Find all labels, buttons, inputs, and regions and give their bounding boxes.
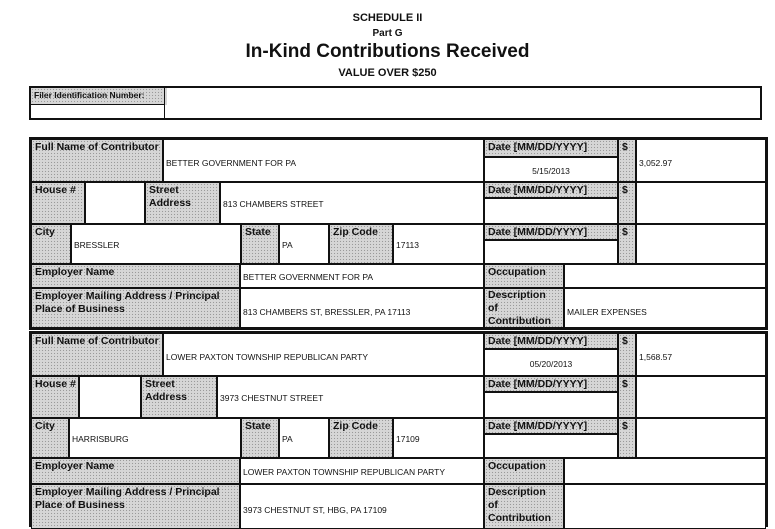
amount-field[interactable] xyxy=(636,418,766,458)
employer-name: BETTER GOVERNMENT FOR PA xyxy=(243,272,374,282)
amount-field[interactable] xyxy=(636,376,766,418)
employer-address-label-line: Place of Business xyxy=(35,303,125,315)
contributor-name: LOWER PAXTON TOWNSHIP REPUBLICAN PARTY xyxy=(166,352,368,362)
street-field[interactable] xyxy=(217,376,484,418)
contributor-name: BETTER GOVERNMENT FOR PA xyxy=(166,158,297,168)
date-label: Date [MM/DD/YYYY] xyxy=(484,139,618,157)
dollar-label: $ xyxy=(618,376,636,418)
employer-address-field[interactable] xyxy=(240,484,484,529)
date-label: Date [MM/DD/YYYY] xyxy=(484,376,618,392)
amount-field[interactable] xyxy=(636,224,766,264)
amount-field[interactable] xyxy=(636,333,766,376)
description-label xyxy=(484,484,564,529)
state-value: PA xyxy=(282,434,293,444)
house-label: House # xyxy=(31,182,85,224)
city-value: BRESSLER xyxy=(74,240,120,250)
occupation-field[interactable] xyxy=(564,458,766,484)
description-label-line: of xyxy=(488,499,498,511)
street-label: Street Address xyxy=(141,376,217,418)
description-label-line: Contribution xyxy=(488,512,551,524)
description-label-line: of xyxy=(488,302,498,314)
employer-address-label xyxy=(31,288,240,328)
employer-name-label: Employer Name xyxy=(31,264,240,288)
city-field[interactable] xyxy=(71,224,241,264)
city-field[interactable] xyxy=(69,418,241,458)
state-field[interactable] xyxy=(279,418,329,458)
filer-divider xyxy=(31,104,164,105)
occupation-field[interactable] xyxy=(564,264,766,288)
description-field[interactable] xyxy=(564,288,766,328)
city-value: HARRISBURG xyxy=(72,434,129,444)
employer-address: 3973 CHESTNUT ST, HBG, PA 17109 xyxy=(243,505,387,515)
contribution-block xyxy=(29,331,768,527)
schedule-heading: SCHEDULE II xyxy=(352,12,423,24)
description-label xyxy=(484,288,564,328)
employer-name-field[interactable] xyxy=(240,264,484,288)
zip-label: Zip Code xyxy=(329,224,393,264)
occupation-label: Occupation xyxy=(484,264,564,288)
zip-value: 17113 xyxy=(396,240,420,250)
contribution-amount: 3,052.97 xyxy=(639,158,673,168)
filer-id-label: Filer Identification Number: xyxy=(31,88,167,105)
full-name-label: Full Name of Contributor xyxy=(31,333,163,376)
employer-name-field[interactable] xyxy=(240,458,484,484)
page-title: In-Kind Contributions Received xyxy=(245,41,530,62)
employer-address-label-line: Employer Mailing Address / Principal xyxy=(35,290,220,302)
date-field[interactable] xyxy=(484,434,618,458)
state-value: PA xyxy=(282,240,293,250)
employer-address-label xyxy=(31,484,240,529)
page-subtitle: VALUE OVER $250 xyxy=(338,67,437,79)
contribution-date: 05/20/2013 xyxy=(529,359,573,369)
date-field[interactable] xyxy=(484,240,618,264)
employer-address-label-line: Place of Business xyxy=(35,499,125,511)
date-field[interactable] xyxy=(484,349,618,376)
employer-address: 813 CHAMBERS ST, BRESSLER, PA 17113 xyxy=(243,307,411,317)
street-field[interactable] xyxy=(220,182,484,224)
amount-field[interactable] xyxy=(636,139,766,182)
state-label: State xyxy=(241,418,279,458)
date-label: Date [MM/DD/YYYY] xyxy=(484,333,618,349)
house-label: House # xyxy=(31,376,79,418)
house-field[interactable] xyxy=(85,182,145,224)
street-label: Street Address xyxy=(145,182,220,224)
description-value: MAILER EXPENSES xyxy=(567,307,647,317)
state-field[interactable] xyxy=(279,224,329,264)
date-field[interactable] xyxy=(484,157,618,182)
zip-label: Zip Code xyxy=(329,418,393,458)
filer-id-box xyxy=(29,86,762,120)
zip-value: 17109 xyxy=(396,434,420,444)
street-address: 813 CHAMBERS STREET xyxy=(223,199,324,209)
house-field[interactable] xyxy=(79,376,141,418)
amount-field[interactable] xyxy=(636,182,766,224)
description-label-line: Description xyxy=(488,289,546,301)
street-address: 3973 CHESTNUT STREET xyxy=(220,393,324,403)
date-field[interactable] xyxy=(484,198,618,224)
employer-address-label-line: Employer Mailing Address / Principal xyxy=(35,486,220,498)
dollar-label: $ xyxy=(618,418,636,458)
contribution-amount: 1,568.57 xyxy=(639,352,673,362)
dollar-label: $ xyxy=(618,333,636,376)
state-label: State xyxy=(241,224,279,264)
description-field[interactable] xyxy=(564,484,766,529)
contributor-name-field[interactable] xyxy=(163,333,484,376)
date-label: Date [MM/DD/YYYY] xyxy=(484,182,618,198)
date-field[interactable] xyxy=(484,392,618,418)
full-name-label: Full Name of Contributor xyxy=(31,139,163,182)
employer-name-label: Employer Name xyxy=(31,458,240,484)
date-label: Date [MM/DD/YYYY] xyxy=(484,224,618,240)
occupation-label: Occupation xyxy=(484,458,564,484)
part-heading: Part G xyxy=(372,28,403,39)
description-label-line: Description xyxy=(488,486,546,498)
dollar-label: $ xyxy=(618,182,636,224)
zip-field[interactable] xyxy=(393,224,484,264)
city-label: City xyxy=(31,224,71,264)
city-label: City xyxy=(31,418,69,458)
dollar-label: $ xyxy=(618,224,636,264)
filer-divider xyxy=(164,88,165,118)
dollar-label: $ xyxy=(618,139,636,182)
contribution-block xyxy=(29,137,768,330)
contribution-date: 5/15/2013 xyxy=(532,166,570,176)
zip-field[interactable] xyxy=(393,418,484,458)
description-label-line: Contribution xyxy=(488,315,551,327)
employer-name: LOWER PAXTON TOWNSHIP REPUBLICAN PARTY xyxy=(243,467,445,477)
contributor-name-field[interactable] xyxy=(163,139,484,182)
employer-address-field[interactable] xyxy=(240,288,484,328)
date-label: Date [MM/DD/YYYY] xyxy=(484,418,618,434)
